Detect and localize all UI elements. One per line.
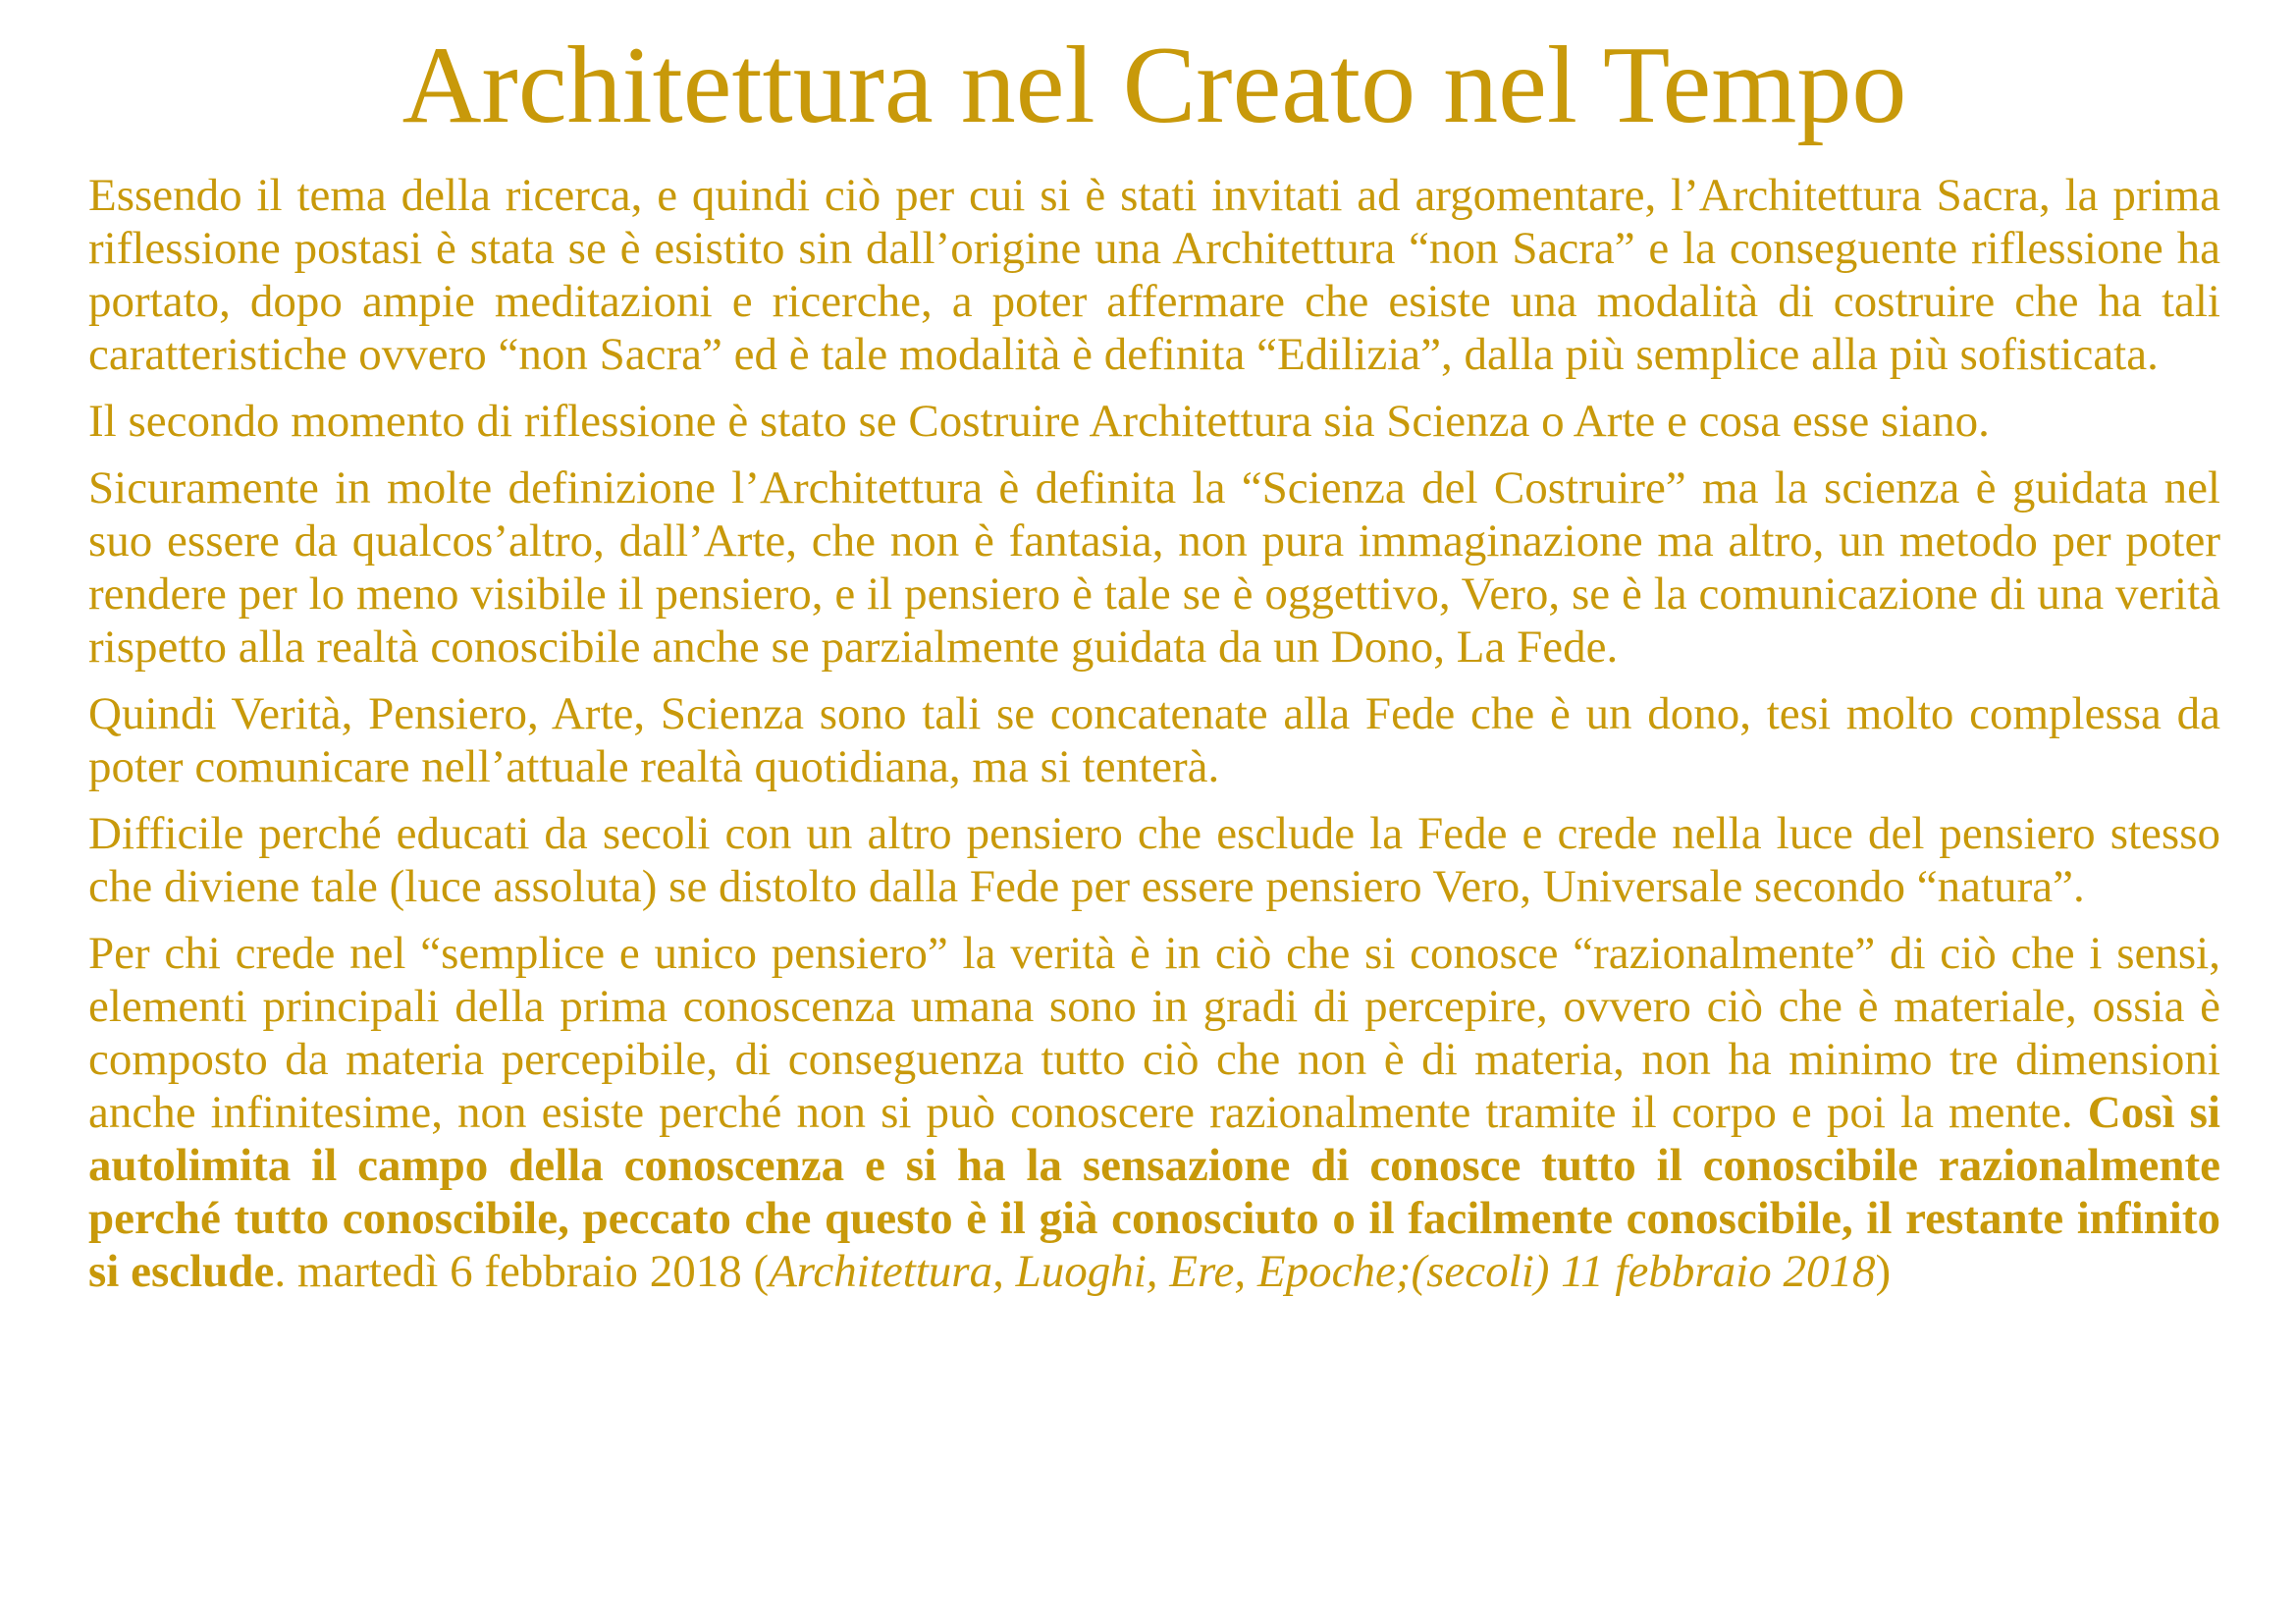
paragraph-2: Il secondo momento di riflessione è stato se Costruire Architettura sia Scienza o Arte e cosa esse siano. — [88, 396, 1990, 447]
page-title: Architettura nel Creato nel Tempo — [401, 25, 1907, 146]
paragraph-3: Sicuramente in molte definizione l’Architettura è definita la “Scienza del Costruire” ma la scienza è guidata nel suo essere da qualcos’altro, dall’Arte, che non è fantasia, non pura immaginazione ma altro, un metodo per poter rendere per lo meno visibile il pensiero, e il pensiero è tale se è oggettivo, Vero, se è la comunicazione di una verità rispetto alla realtà conoscibile anche se parzialmente guidata da un Dono, La Fede. — [88, 462, 2220, 673]
paragraph-6-date: . martedì 6 febbraio 2018 ( — [274, 1246, 770, 1297]
paragraph-6-bold: Così si autolimita il campo della conoscenza e si ha la sensazione di conosce tutto il conoscibile razionalmente perché tutto conoscibile, peccato che questo è il già conosciuto o il facilmente conoscibile, il restante infinito si esclude — [88, 1087, 2220, 1297]
document-page — [88, 0, 2220, 1622]
paragraph-1: Essendo il tema della ricerca, e quindi ciò per cui si è stati invitati ad argomentare, l’Architettura Sacra, la prima riflessione postasi è stata se è esistito sin dall’origine una Architettura “non Sacra” e la conseguente riflessione ha portato, dopo ampie meditazioni e ricerche, a poter affermare che esiste una modalità di costruire che ha tali caratteristiche ovvero “non Sacra” ed è tale modalità è definita “Edilizia”, dalla più semplice alla più sofisticata. — [88, 170, 2220, 380]
paragraph-5: Difficile perché educati da secoli con un altro pensiero che esclude la Fede e crede nella luce del pensiero stesso che diviene tale (luce assoluta) se distolto dalla Fede per essere pensiero Vero, Universale secondo “natura”. — [88, 808, 2220, 912]
paragraph-6-closing: ) — [1875, 1246, 1892, 1297]
paragraph-6 — [88, 927, 2220, 1298]
paragraph-6-italic-reference: Architettura, Luoghi, Ere, Epoche;(secoli) 11 febbraio 2018 — [769, 1246, 1876, 1297]
paragraph-6-plain: Per chi crede nel “semplice e unico pensiero” la verità è in ciò che si conosce “razionalmente” di ciò che i sensi, elementi principali della prima conoscenza umana sono in gradi di percepire, ovvero ciò che è materiale, ossia è composto da materia percepibile, di conseguenza tutto ciò che non è di materia, non ha minimo tre dimensioni anche infinitesime, non esiste perché non si può conoscere razionalmente tramite il corpo e poi la mente. — [88, 928, 2220, 1138]
paragraph-4: Quindi Verità, Pensiero, Arte, Scienza sono tali se concatenate alla Fede che è un dono, tesi molto complessa da poter comunicare nell’attuale realtà quotidiana, ma si tenterà. — [88, 688, 2220, 792]
